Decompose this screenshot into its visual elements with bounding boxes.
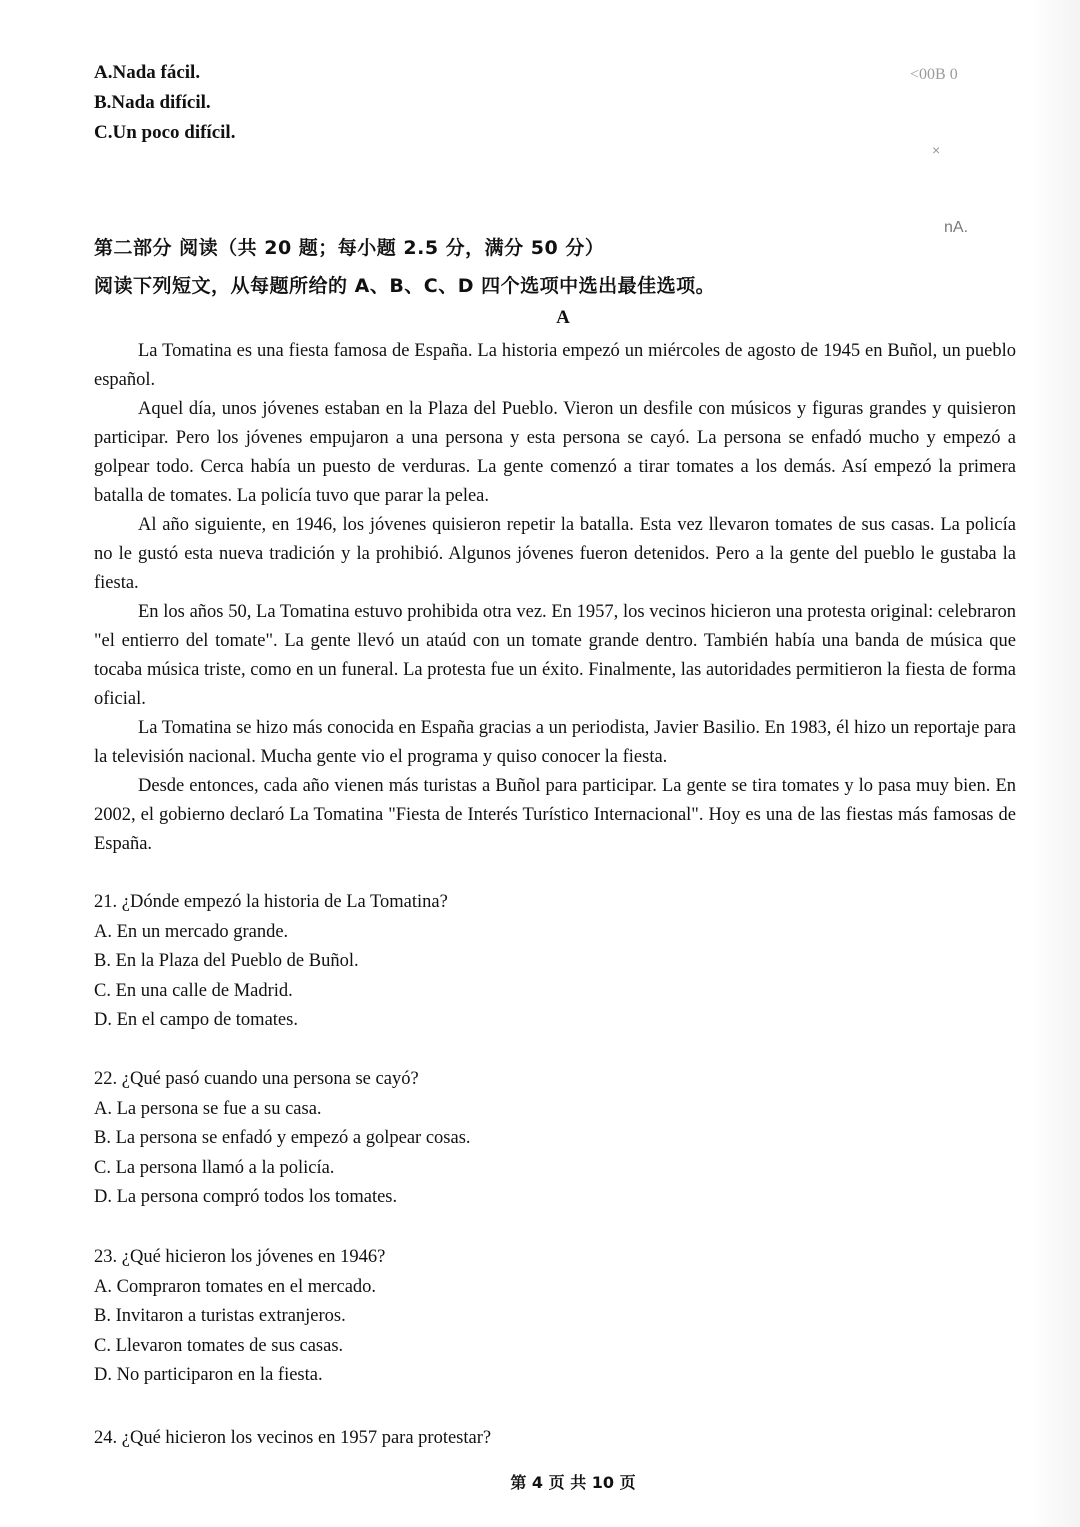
question-option-a: A. En un mercado grande. — [94, 921, 289, 942]
question-option-b: B. Invitaron a turistas extranjeros. — [94, 1306, 346, 1327]
passage-paragraph: La Tomatina se hizo más conocida en España gracias a un periodista, Javier Basilio. En 1983, él hizo un reportaje para la televisión nacional. Mucha gente vio el programa y quiso conocer la fiesta. — [94, 718, 1016, 767]
question-option-c: C. Llevaron tomates de sus casas. — [94, 1335, 344, 1356]
scan-artifact-na-mark: nA. — [944, 219, 969, 236]
previous-option-c: C.Un poco difícil. — [94, 122, 236, 143]
question-option-b: B. La persona se enfadó y empezó a golpear cosas. — [94, 1128, 471, 1149]
passage-paragraph: La Tomatina es una fiesta famosa de España. La historia empezó un miércoles de agosto de 1945 en Buñol, un pueblo español. — [94, 341, 1016, 390]
section-instruction: 阅读下列短文，从每题所给的 A、B、C、D 四个选项中选出最佳选项。 — [94, 275, 716, 297]
previous-option-b: B.Nada difícil. — [94, 92, 211, 113]
question-option-c: C. La persona llamó a la policía. — [94, 1157, 335, 1178]
question-21 — [94, 888, 994, 1036]
question-option-a: A. La persona se fue a su casa. — [94, 1098, 322, 1119]
question-option-a: A. Compraron tomates en el mercado. — [94, 1276, 377, 1297]
question-24 — [94, 1424, 994, 1454]
previous-option-a: A.Nada fácil. — [94, 62, 201, 83]
page-number-footer: 第 4 页 共 10 页 — [510, 1473, 636, 1492]
question-23 — [94, 1243, 994, 1391]
previous-question-options — [94, 58, 235, 148]
question-stem: 22. ¿Qué pasó cuando una persona se cayó? — [94, 1069, 419, 1089]
scan-edge-shadow — [1030, 0, 1080, 1527]
question-22 — [94, 1065, 994, 1213]
question-option-d: D. No participaron en la fiesta. — [94, 1365, 323, 1386]
passage-label: A — [556, 307, 570, 328]
question-stem: 23. ¿Qué hicieron los jóvenes en 1946? — [94, 1247, 386, 1267]
question-option-d: D. La persona compró todos los tomates. — [94, 1187, 398, 1208]
passage-paragraph: En los años 50, La Tomatina estuvo prohibida otra vez. En 1957, los vecinos hicieron una protesta original: celebraron "el entierro del tomate". La gente llevó un ataúd con un tomate grande dentro. También había una banda de música que tocaba música triste, como en un funeral. La protesta fue un éxito. Finalmente, las autoridades permitieron la fiesta de forma oficial. — [94, 602, 1016, 709]
section-title: 第二部分 阅读（共 20 题；每小题 2.5 分，满分 50 分） — [94, 237, 605, 259]
passage-paragraph: Aquel día, unos jóvenes estaban en la Plaza del Pueblo. Vieron un desfile con músicos y figuras grandes y quisieron participar. Pero los jóvenes empujaron a una persona y esta persona se cayó. La persona se enfadó mucho y empezó a golpear todo. Cerca había un puesto de verduras. La gente comenzó a tirar tomates a los demás. Así empezó la primera batalla de tomates. La policía tuvo que parar la pelea. — [94, 399, 1016, 506]
question-option-d: D. En el campo de tomates. — [94, 1010, 298, 1031]
question-option-c: C. En una calle de Madrid. — [94, 980, 293, 1001]
question-stem: 24. ¿Qué hicieron los vecinos en 1957 para protestar? — [94, 1428, 492, 1448]
question-option-b: B. En la Plaza del Pueblo de Buñol. — [94, 951, 359, 972]
passage-paragraph: Al año siguiente, en 1946, los jóvenes quisieron repetir la batalla. Esta vez llevaron tomates de sus casas. La policía no le gustó esta nueva tradición y la prohibió. Algunos jóvenes fueron detenidos. Pero a la gente del pueblo le gustaba la fiesta. — [94, 515, 1016, 593]
section-header — [94, 229, 994, 305]
scan-artifact-top-right: <00B 0 — [910, 66, 958, 83]
question-stem: 21. ¿Dónde empezó la historia de La Tomatina? — [94, 892, 448, 912]
reading-passage — [94, 337, 1016, 859]
passage-paragraph: Desde entonces, cada año vienen más turistas a Buñol para participar. La gente se tira tomates y lo pasa muy bien. En 2002, el gobierno declaró La Tomatina "Fiesta de Interés Turístico Internacional". Hoy es una de las fiestas más famosas de España. — [94, 776, 1016, 854]
scan-artifact-x-mark: × — [932, 142, 941, 158]
